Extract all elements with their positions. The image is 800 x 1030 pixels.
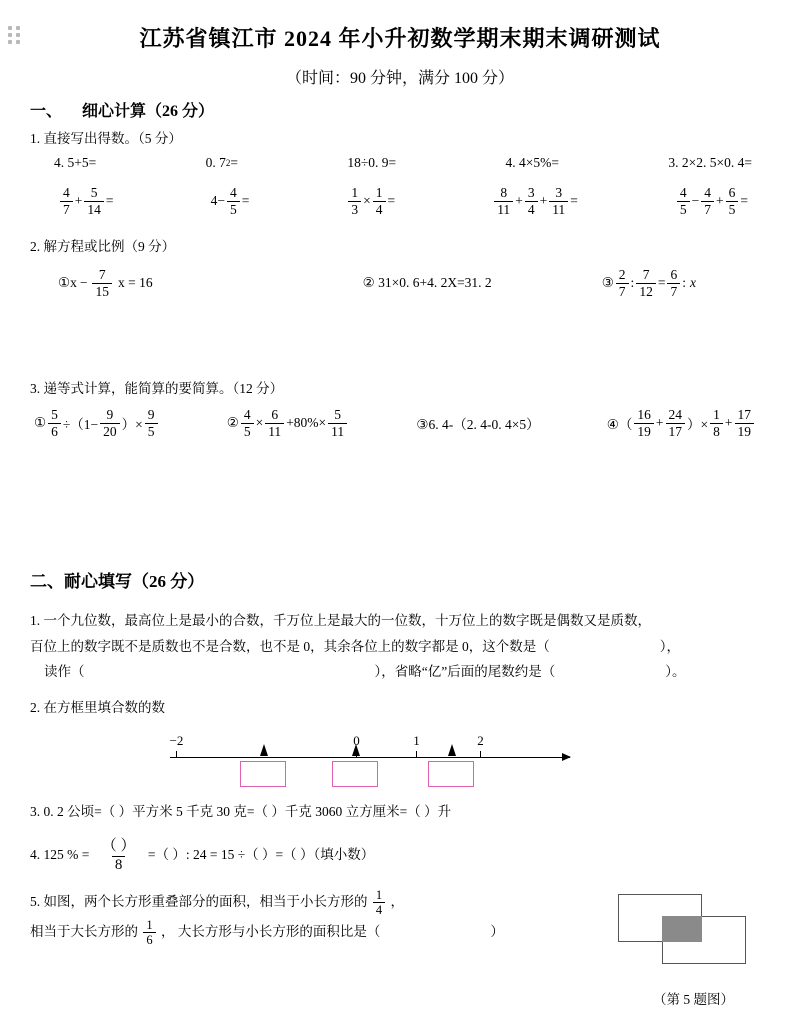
frac-den: 11: [328, 423, 347, 440]
frac-den: 12: [636, 283, 656, 300]
q2-5-line-1: [30, 888, 590, 918]
q2-5-line-2b: ， 大长方形与小长方形的面积比是（: [161, 923, 381, 939]
variable: x: [689, 275, 696, 291]
item-10: [675, 185, 748, 217]
operator: +: [515, 193, 523, 209]
item-7: [211, 185, 250, 217]
q2-5-line-1b: ，: [390, 893, 404, 909]
operator: ×: [363, 193, 371, 209]
operator: −: [217, 193, 225, 209]
frac-num: 4: [679, 185, 687, 200]
q2-1-line-3a: 读作（: [44, 664, 85, 680]
q2-5-figure: [618, 894, 748, 972]
frac-den: 4: [373, 902, 385, 917]
whole: 4: [210, 193, 218, 209]
answer-box-2[interactable]: [332, 761, 378, 787]
tick-label: −2: [169, 732, 184, 748]
tick-1: [413, 732, 420, 757]
frac-den: 15: [92, 283, 112, 300]
frac-num: 4: [704, 185, 711, 200]
q1-3-row: [30, 407, 770, 439]
frac-num: 1: [146, 917, 153, 932]
frac-den: 11: [265, 423, 284, 440]
operator: +: [655, 415, 664, 431]
section-1-index: 一、: [30, 103, 63, 120]
operator: −: [79, 275, 88, 291]
frac-num: 9: [106, 407, 114, 423]
frac-den: 7: [616, 283, 629, 300]
frac-den: 19: [735, 423, 755, 440]
frac-den: 5: [145, 423, 158, 440]
item-9: [492, 185, 578, 217]
frac-den: 14: [84, 201, 104, 218]
expression-2: [227, 407, 349, 439]
frac-num: 24: [668, 407, 682, 423]
q2-4-prefix: 4. 125 % =: [30, 847, 90, 863]
expr-prefix: ②: [226, 415, 239, 431]
q2-1-line-3b: ），省略“亿”后面的尾数约是（: [374, 664, 556, 680]
q2-5-line-2a: 相当于大长方形的: [30, 923, 138, 939]
q2-5-line-1a: 5. 如图，两个长方形重叠部分的面积，相当于小长方形的: [30, 893, 368, 909]
q2-1-line-3: [30, 659, 770, 685]
q1-1-row-2: [30, 185, 770, 217]
number-line-axis: [169, 732, 570, 758]
frac-num: 5: [334, 407, 342, 423]
expr-prefix: ④（: [606, 417, 633, 433]
tick-label: 0: [353, 732, 360, 748]
frac-den: 7: [667, 283, 680, 300]
frac-den: 8: [112, 856, 126, 874]
number-line-figure: [30, 727, 770, 797]
frac-num: 5: [90, 185, 98, 200]
frac-num: 4: [63, 185, 70, 200]
q1-3-label: 3. 递等式计算，能简算的要简算。（12 分）: [30, 381, 284, 397]
frac-num: 3: [527, 185, 535, 200]
frac-num: 4: [229, 185, 237, 200]
frac-den: 5: [227, 201, 240, 218]
frac-num: 6: [728, 185, 736, 200]
equals: =: [740, 193, 748, 209]
pointer-arrow-3-icon: [448, 744, 456, 756]
answer-space-2: [30, 439, 770, 557]
frac-den: 5: [677, 201, 690, 218]
frac-num: 4: [243, 407, 251, 423]
q2-2-label: 2. 在方框里填合数的数: [30, 700, 165, 716]
answer-space-1: [30, 299, 770, 371]
eq-tail: x = 16: [117, 275, 153, 291]
frac-den: 7: [701, 201, 714, 218]
expr-prefix: ①: [34, 415, 47, 431]
item-2-exponent: 2: [225, 158, 231, 168]
frac-num: 1: [351, 185, 359, 200]
pointer-arrow-2-icon: [352, 744, 360, 756]
frac-num[interactable]: （ ）: [101, 838, 136, 855]
frac-num: 8: [500, 185, 508, 200]
section-1-heading: [30, 98, 770, 121]
item-2-eq: =: [230, 155, 238, 170]
q2-4: [30, 838, 770, 874]
frac-den: 17: [666, 423, 686, 440]
frac-den: 8: [710, 423, 723, 440]
frac-den: 11: [549, 201, 568, 218]
operator: +: [74, 193, 83, 209]
equals: =: [657, 275, 666, 291]
q2-1: [30, 608, 770, 685]
item-4: 4. 4×5%=: [505, 155, 559, 170]
item-6: [58, 185, 114, 217]
operator: −: [691, 193, 700, 209]
answer-box-1[interactable]: [240, 761, 286, 787]
item-8: [346, 185, 395, 217]
drag-handle-icon[interactable]: [8, 26, 22, 46]
eq-prefix: ①x: [58, 275, 77, 291]
frac-den: 5: [726, 201, 739, 218]
frac-den: 5: [241, 423, 254, 440]
ratio-colon: :: [682, 275, 686, 291]
equals: =: [570, 193, 578, 209]
frac-den: 4: [373, 201, 386, 218]
operator: ）×: [121, 417, 143, 433]
operator: +: [724, 415, 733, 431]
expression-4: [607, 407, 756, 439]
q2-1-line-2-text: 百位上的数字既不是质数也不是合数，也不是 0，其余各位上的数字都是 0，这个数是（: [30, 638, 550, 654]
q2-1-line-3c: ）。: [665, 664, 686, 680]
frac-num: 3: [555, 185, 563, 200]
item-2: [206, 155, 238, 171]
q2-5-line-2c: ）: [490, 923, 504, 939]
frac-den: 4: [525, 201, 538, 218]
operator: +80%×: [286, 415, 327, 431]
item-1: 4. 5+5=: [54, 155, 97, 170]
frac-den: 3: [348, 201, 361, 218]
frac-num: 16: [637, 407, 651, 423]
operator: ）×: [687, 417, 709, 433]
tick--2: [169, 732, 184, 757]
answer-box-3[interactable]: [428, 761, 474, 787]
equation-1: [58, 267, 153, 299]
frac-num: 17: [737, 407, 751, 423]
q2-5-line-2: [30, 918, 590, 948]
section-1-label: 细心计算（26 分）: [82, 103, 215, 120]
item-2-base: 0. 7: [205, 155, 226, 170]
frac-num: 1: [375, 887, 383, 902]
frac-num: 1: [375, 185, 383, 200]
q2-1-line-1: 1. 一个九位数，最高位上是最小的合数，千万位上是最大的一位数，十万位上的数字既是偶数又是质数，: [30, 613, 651, 629]
q2-1-line-2-tail: ），: [659, 638, 680, 654]
equation-2: ② 31×0. 6+4. 2X=31. 2: [362, 275, 492, 291]
equals: =: [241, 193, 250, 209]
item-5: 3. 2×2. 5×0. 4=: [668, 155, 752, 170]
operator: +: [716, 193, 724, 209]
operator: ×: [255, 415, 264, 431]
q2-4-tail: =（ ）: 24 = 15 ÷（ ）=（ ）（填小数）: [147, 847, 375, 863]
axis-arrow-icon: [562, 753, 571, 761]
frac-num: 2: [618, 267, 626, 283]
exam-subtitle: （时间：90 分钟，满分 100 分）: [285, 70, 514, 87]
tick-label: 2: [477, 732, 484, 748]
tick-label: 1: [413, 732, 420, 748]
frac-den: 19: [634, 423, 654, 440]
frac-num: 7: [642, 267, 650, 283]
frac-num: 7: [98, 267, 106, 283]
pointer-arrow-1-icon: [260, 744, 268, 756]
frac-num: 6: [271, 407, 279, 423]
q1-2-label: 2. 解方程或比例（9 分）: [30, 239, 176, 255]
equals: =: [387, 193, 396, 209]
section-2-heading: 二、耐心填写（26 分）: [30, 572, 205, 592]
q2-5-figure-caption: （第 5 题图）: [653, 992, 734, 1007]
q1-2-row: [30, 267, 770, 299]
q2-5: [30, 888, 590, 948]
frac-num: 1: [713, 407, 720, 423]
frac-den: 11: [494, 201, 513, 218]
operator: ÷（1−: [62, 417, 99, 433]
q1-1-row-1: [30, 155, 770, 171]
frac-num: 6: [670, 267, 678, 283]
item-3: 18÷0. 9=: [347, 155, 397, 170]
frac-den: 6: [48, 423, 61, 440]
equals: =: [105, 193, 114, 209]
expression-3: ③6. 4-（2. 4-0. 4×5）: [416, 417, 540, 433]
frac-num: 5: [51, 407, 58, 423]
expression-1: [34, 407, 160, 439]
q2-3: 3. 0. 2 公顷=（ ）平方米 5 千克 30 克=（ ）千克 3060 立方厘米=（ ）升: [30, 803, 452, 819]
q1-1-label: 1. 直接写出得数。（5 分）: [30, 131, 182, 146]
frac-den: 6: [143, 932, 155, 947]
tick-2: [477, 732, 484, 757]
page-title: 江苏省镇江市 2024 年小升初数学期末期末调研测试: [139, 26, 661, 51]
ratio-colon: :: [630, 275, 635, 291]
q2-1-line-2: [30, 634, 770, 660]
eq-prefix: ③: [601, 275, 614, 291]
frac-den: 20: [100, 423, 120, 440]
equation-3: [602, 267, 696, 299]
overlap-area: [662, 916, 702, 942]
operator: +: [539, 193, 548, 209]
frac-num: 9: [147, 407, 155, 423]
frac-den: 7: [60, 201, 73, 218]
